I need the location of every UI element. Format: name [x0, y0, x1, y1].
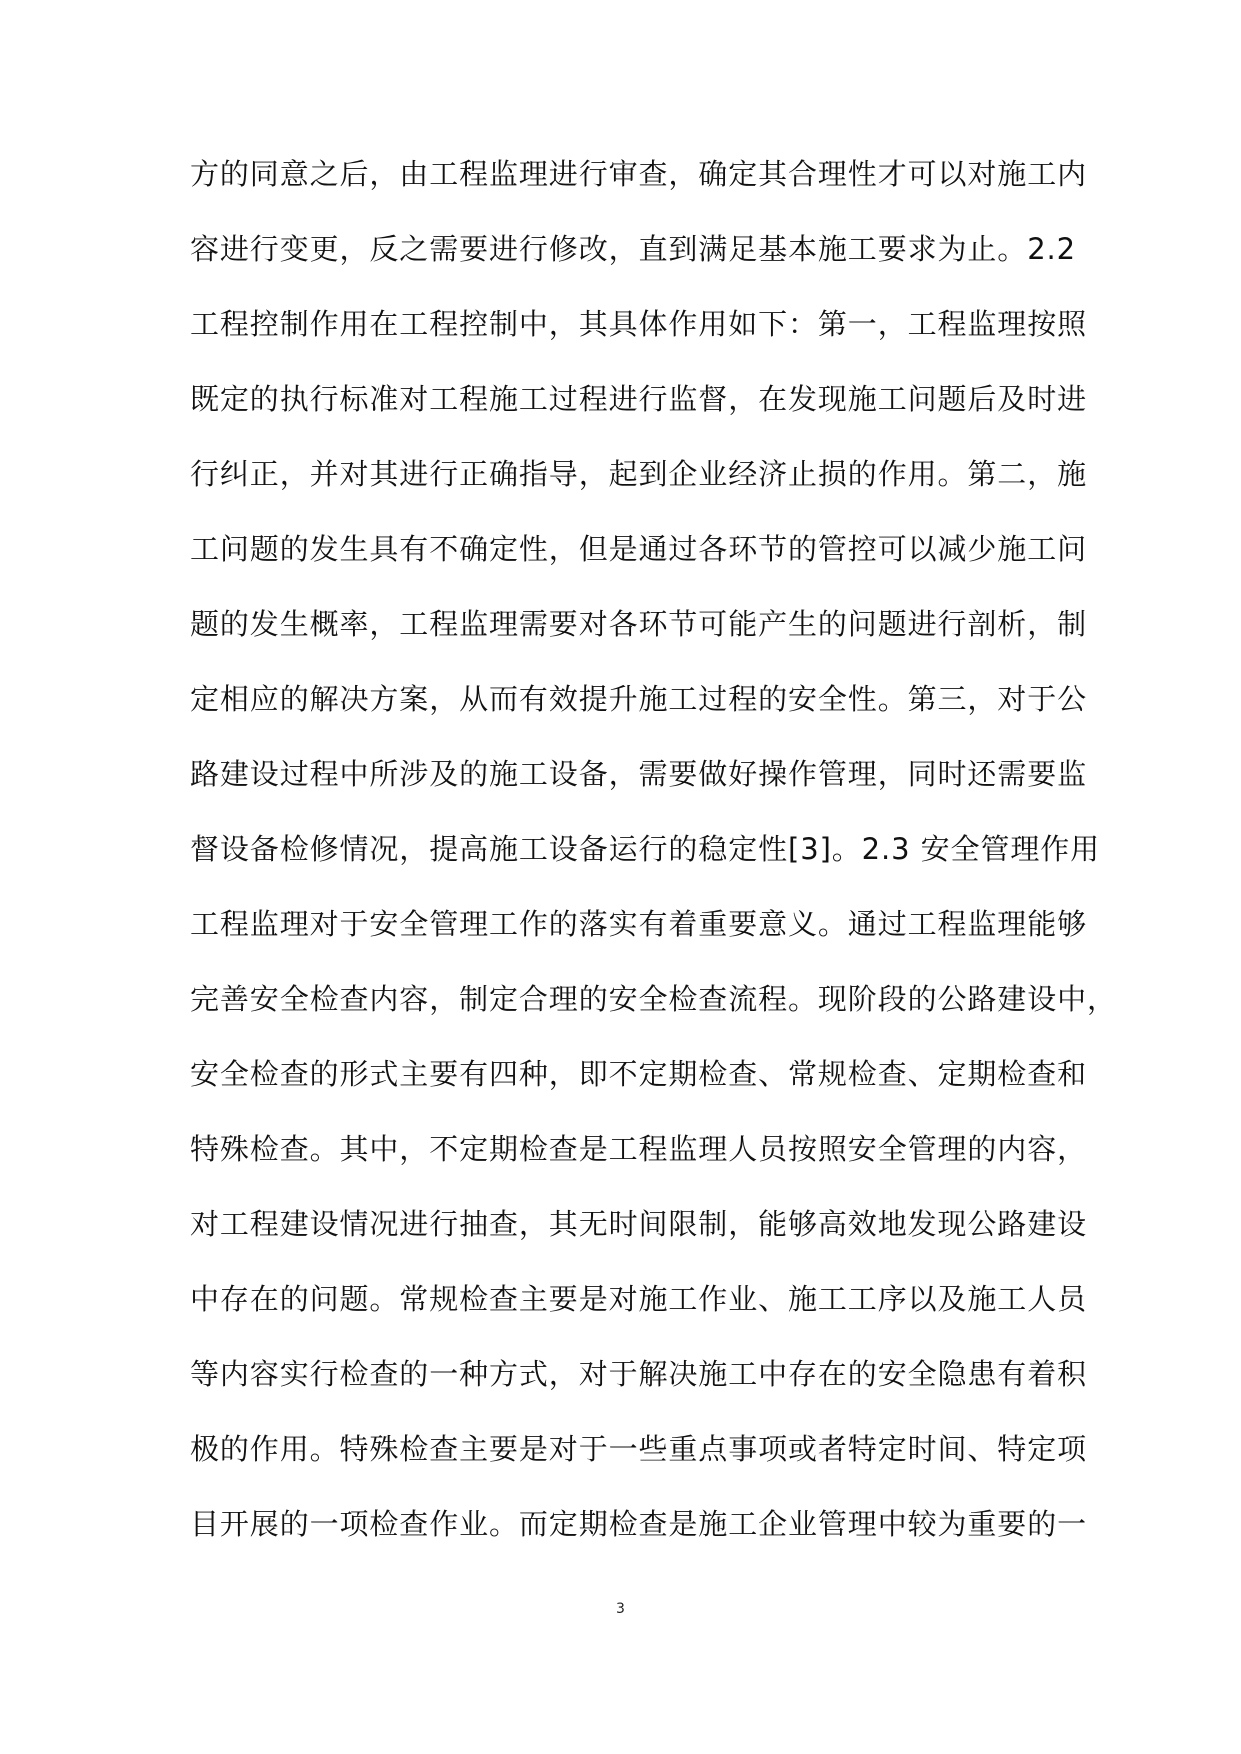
text-line: 极的作用。特殊检查主要是对于一些重点事项或者特定时间、特定项 [190, 1432, 1088, 1466]
text-line: 既定的执行标准对工程施工过程进行监督，在发现施工问题后及时进 [190, 382, 1088, 416]
text-line: 题的发生概率，工程监理需要对各环节可能产生的问题进行剖析，制 [190, 607, 1088, 641]
page-number: 3 [616, 1601, 625, 1617]
text-line: 安全检查的形式主要有四种，即不定期检查、常规检查、定期检查和 [190, 1057, 1088, 1091]
text-line: 完善安全检查内容，制定合理的安全检查流程。现阶段的公路建设中， [190, 982, 1117, 1016]
body-text [190, 144, 1117, 1569]
text-line: 定相应的解决方案，从而有效提升施工过程的安全性。第三，对于公 [190, 682, 1088, 716]
text-line: 目开展的一项检查作业。而定期检查是施工企业管理中较为重要的一 [190, 1507, 1088, 1541]
text-line: 工程监理对于安全管理工作的落实有着重要意义。通过工程监理能够 [190, 907, 1088, 941]
text-line: 中存在的问题。常规检查主要是对施工作业、施工工序以及施工人员 [190, 1282, 1088, 1316]
text-line: 特殊检查。其中，不定期检查是工程监理人员按照安全管理的内容， [190, 1132, 1088, 1166]
text-line: 工程控制作用在工程控制中，其具体作用如下：第一，工程监理按照 [190, 307, 1088, 341]
text-line: 路建设过程中所涉及的施工设备，需要做好操作管理，同时还需要监 [190, 757, 1088, 791]
text-line: 对工程建设情况进行抽查，其无时间限制，能够高效地发现公路建设 [190, 1207, 1088, 1241]
text-line: 容进行变更，反之需要进行修改，直到满足基本施工要求为止。2.2 [190, 232, 1077, 266]
text-line: 等内容实行检查的一种方式，对于解决施工中存在的安全隐患有着积 [190, 1357, 1088, 1391]
text-line: 行纠正，并对其进行正确指导，起到企业经济止损的作用。第二，施 [190, 457, 1088, 491]
text-line: 方的同意之后，由工程监理进行审查，确定其合理性才可以对施工内 [190, 157, 1088, 191]
text-line: 督设备检修情况，提高施工设备运行的稳定性[3]。2.3 安全管理作用 [190, 832, 1101, 866]
text-line: 工问题的发生具有不确定性，但是通过各环节的管控可以减少施工问 [190, 532, 1088, 566]
